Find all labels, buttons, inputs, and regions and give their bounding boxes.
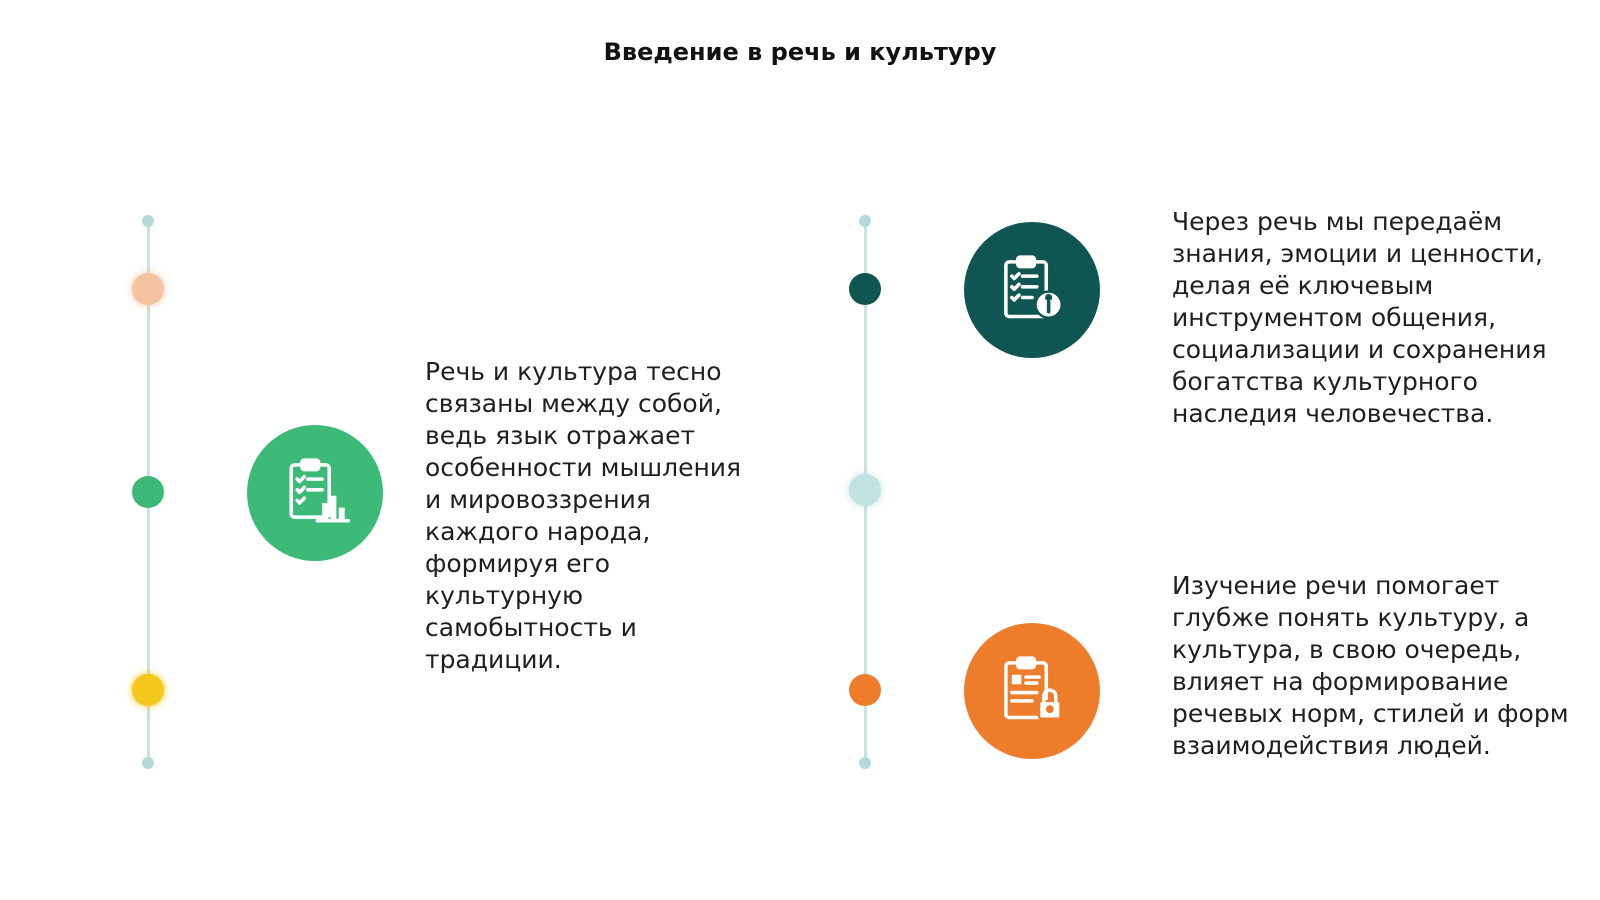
timeline-dot-peach bbox=[132, 273, 164, 305]
item-text: Речь и культура тесно связаны между собой, ведь язык отражает особенности мышления и мировоззрения каждого народа, формируя его культурную самобытность и традиции. bbox=[425, 357, 742, 674]
timeline-dot-yellow bbox=[132, 674, 164, 706]
timeline-dot-orange bbox=[849, 674, 881, 706]
timeline-dot-dark-teal bbox=[849, 273, 881, 305]
item-text: Через речь мы передаём знания, эмоции и ценности, делая её ключевым инструментом общения, социализации и сохранения богатства культурного наследия человечества. bbox=[1172, 207, 1547, 428]
clipboard-info-icon bbox=[994, 250, 1070, 330]
clipboard-lock-icon bbox=[994, 651, 1070, 731]
icon-circle-orange bbox=[964, 623, 1100, 759]
timeline-dot-green bbox=[132, 476, 164, 508]
timeline-end-dot bbox=[859, 757, 871, 769]
item-text: Изучение речи помогает глубже понять культуру, а культура, в свою очередь, влияет на формирование речевых норм, стилей и форм взаимодействия людей. bbox=[1172, 571, 1569, 760]
icon-circle-dark-teal bbox=[964, 222, 1100, 358]
timeline-end-dot bbox=[859, 215, 871, 227]
timeline-dot-pale-teal bbox=[849, 474, 881, 506]
clipboard-chart-icon bbox=[277, 453, 353, 533]
timeline-end-dot bbox=[142, 215, 154, 227]
icon-circle-green bbox=[247, 425, 383, 561]
page-title: Введение в речь и культуру bbox=[603, 38, 997, 66]
timeline-end-dot bbox=[142, 757, 154, 769]
